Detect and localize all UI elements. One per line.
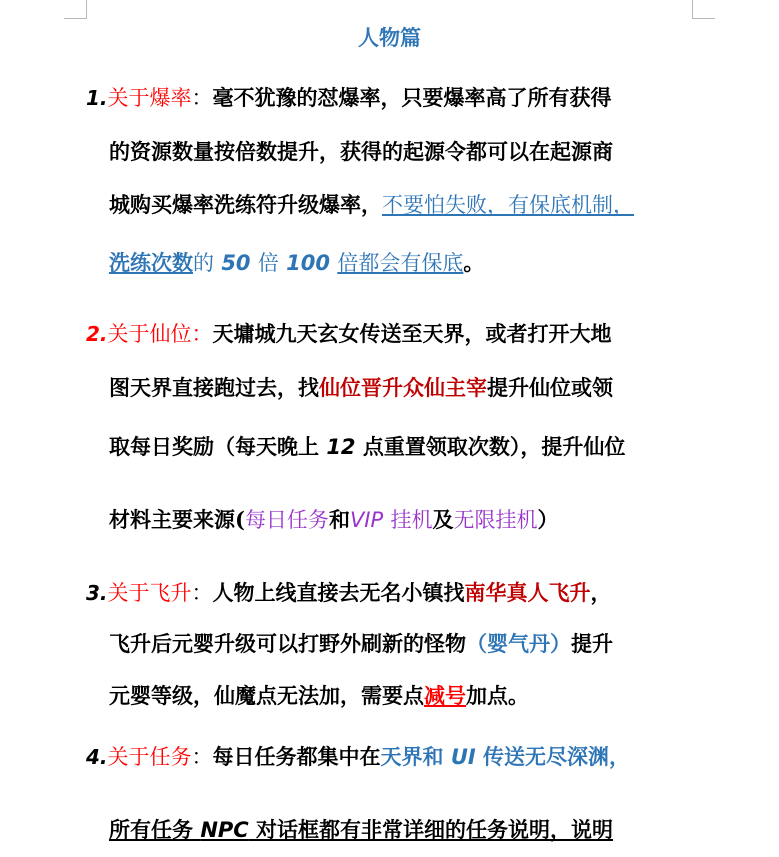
section-1-highlight-wash-count: 洗练次数 [109,250,193,275]
section-4-text: 所有任务 [109,817,193,842]
section-2-number-12: 12 [326,435,356,459]
section-2-highlight-afk: 挂机 [390,508,433,532]
section-3-text: 飞升后元婴升级可以打野外刷新的怪物 [109,631,466,656]
section-1-number-50: 50 [221,251,251,275]
section-3-text: 人物上线直接去无名小镇找 [212,580,465,605]
section-4-text: 每日任务都集中在 [212,744,381,769]
section-1-text-de: 的 [193,251,214,275]
section-3-comma: ， [590,580,612,605]
section-2-number: 2. [86,322,108,346]
section-4-heading-line [86,741,630,773]
section-1-line-3 [109,189,634,221]
section-3-highlight-pill: （婴气丹） [466,631,571,656]
section-2-text-ji: 及 [432,507,454,532]
section-1-heading-line [86,82,612,114]
section-1-text: 城购买爆率洗练符升级爆率， [109,192,382,217]
section-1-line-4 [109,247,484,279]
section-2-highlight-vip: VIP [349,508,384,532]
section-2-text-and: 和 [328,507,350,532]
page-corner-mark-right [692,0,715,19]
section-1-colon: ： [191,86,213,110]
section-2-line-3 [109,431,625,463]
section-4-highlight-abyss: 传送无尽深渊， [483,744,631,769]
section-2-highlight-daily-task: 每日任务 [244,508,329,532]
section-4-colon: ： [191,745,213,769]
section-2-text: 天墉城九天玄女传送至天界，或者打开大地 [212,321,612,346]
page-corner-mark-left [64,0,87,19]
section-1-text-bei: 倍 [257,251,279,275]
section-3-heading-line [86,577,612,609]
section-1-heading: 关于爆率 [107,86,192,110]
section-4-text: 对话框都有非常详细的任务说明，说明 [256,817,614,842]
section-4-number: 4. [86,745,108,769]
section-3-colon: ： [191,581,213,605]
page-title: 人物篇 [358,26,421,50]
section-2-heading: 关于仙位 [107,322,192,346]
section-2-text: 图天界直接跑过去，找 [109,375,319,400]
section-2-line-4 [109,504,558,536]
section-2-highlight-npc: 仙位晋升众仙主宰 [319,375,487,400]
section-3-highlight-npc: 南华真人飞升 [464,580,591,605]
section-3-line-3 [109,680,529,712]
section-1-period: 。 [463,250,485,275]
section-3-number: 3. [86,581,108,605]
section-1-number-100: 100 [286,251,331,275]
section-1-highlight-guarantee: 不要怕失败，有保底机制， [382,193,634,217]
section-3-highlight-minus: 减号 [424,683,466,708]
section-2-text: 点重置领取次数），提升仙位 [362,434,626,459]
section-4-line-2 [109,814,613,846]
section-1-line-2 [109,136,613,168]
section-2-highlight-unlimited-afk: 无限挂机 [453,508,538,532]
section-3-text: 提升 [571,631,613,656]
section-2-colon: ： [191,322,213,346]
section-1-text: 的资源数量按倍数提升，获得的起源令都可以在起源商 [109,139,613,164]
section-4-highlight-heaven: 天界和 [380,744,444,769]
section-4-heading: 关于任务 [107,745,192,769]
section-2-close-paren: ） [537,507,559,532]
section-1-number: 1. [86,86,108,110]
section-3-text: 元婴等级，仙魔点无法加，需要点 [109,683,424,708]
section-1-text: 毫不犹豫的怼爆率，只要爆率高了所有获得 [212,85,612,110]
section-4-npc: NPC [200,818,249,842]
section-2-line-2 [109,372,613,404]
section-3-heading: 关于飞升 [107,581,192,605]
section-2-text: 提升仙位或领 [487,375,613,400]
section-3-line-2 [109,628,613,660]
section-3-text: 加点。 [466,683,529,708]
section-2-heading-line [86,318,612,350]
section-2-text: 取每日奖励（每天晚上 [109,434,319,459]
section-4-highlight-ui: UI [450,745,476,769]
section-1-highlight-guarantee-end: 倍都会有保底 [337,251,464,275]
section-2-text: 材料主要来源( [109,507,245,532]
